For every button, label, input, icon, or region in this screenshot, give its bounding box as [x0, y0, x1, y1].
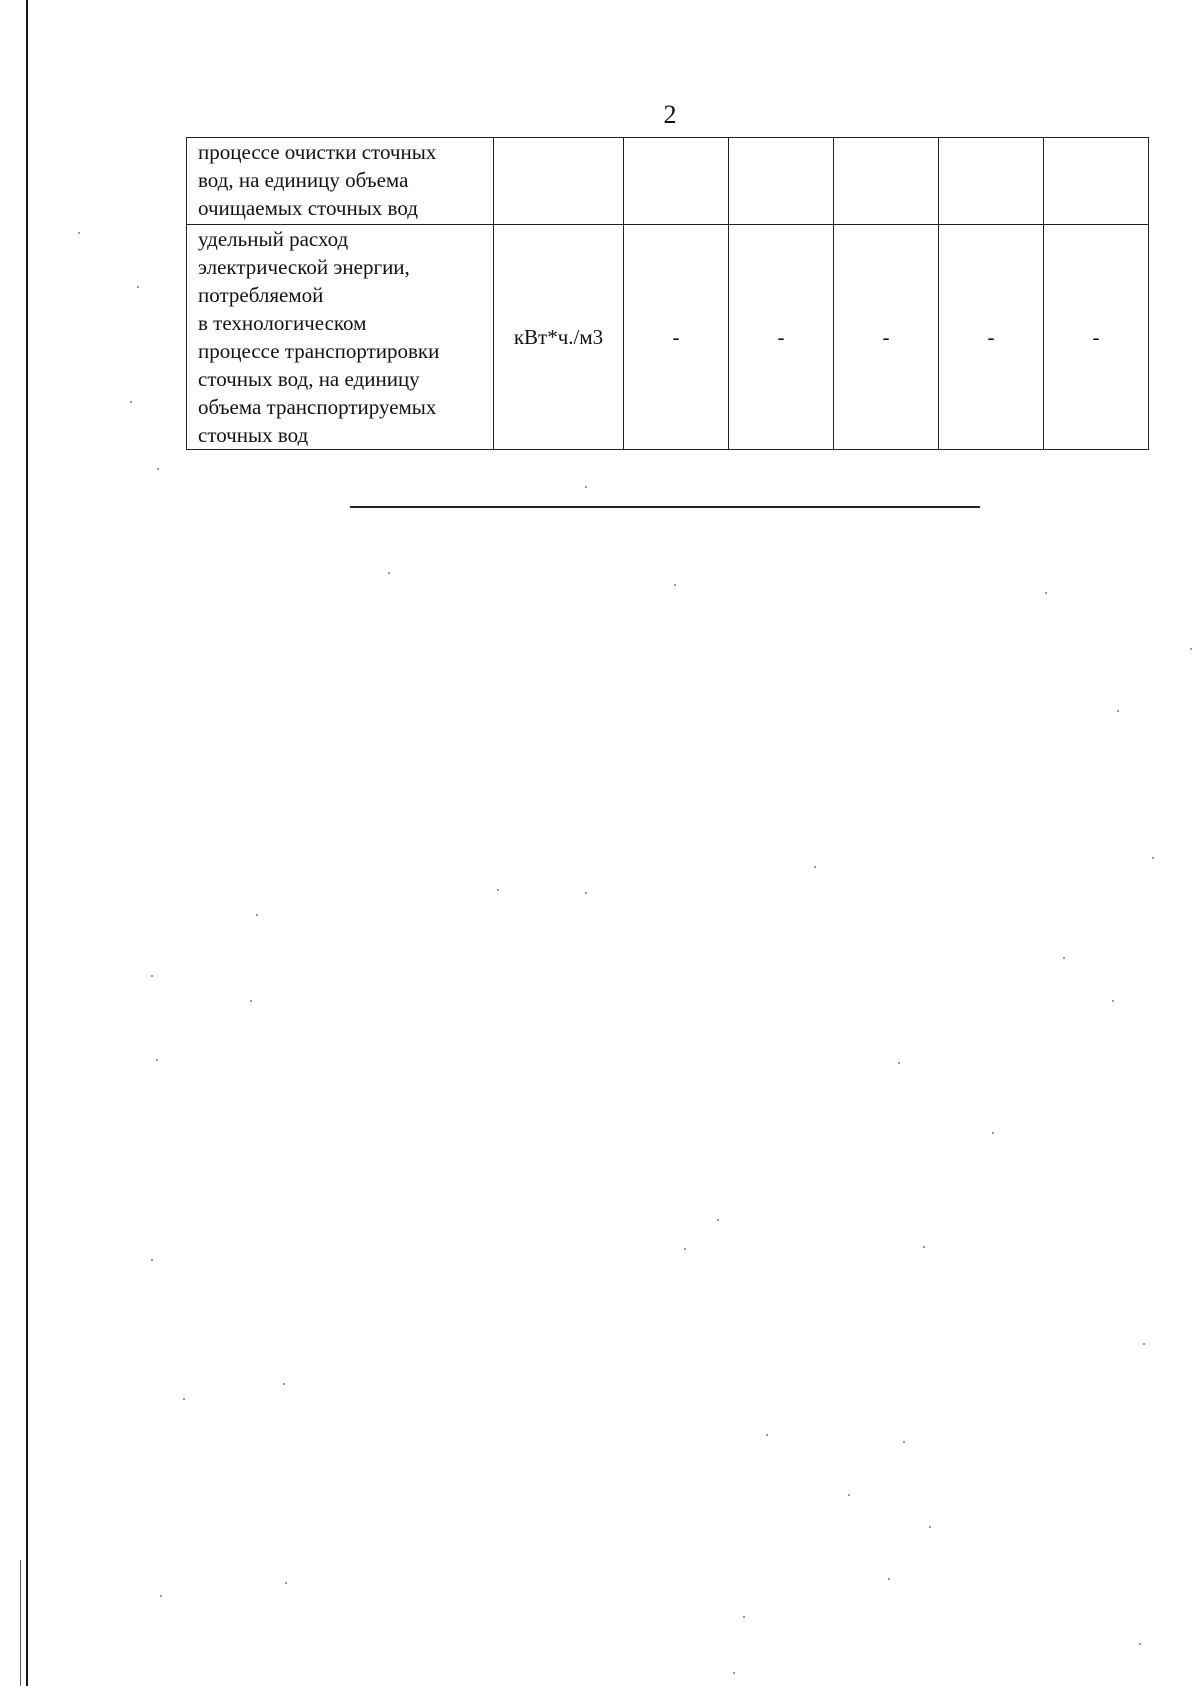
description-line: очищаемых сточных вод [198, 196, 418, 220]
scan-speck [137, 286, 139, 288]
scan-speck [848, 1494, 850, 1496]
scan-speck [1152, 857, 1154, 859]
scan-speck [903, 1441, 905, 1443]
scan-speck [130, 401, 132, 403]
scan-speck [1143, 1343, 1145, 1345]
scan-speck [684, 1248, 686, 1250]
description-line: объема транспортируемых [198, 395, 437, 419]
unit-cell [494, 138, 624, 225]
table-row [187, 138, 1149, 225]
value-cell [834, 138, 939, 225]
scan-speck [1190, 648, 1192, 650]
scan-speck [388, 572, 390, 574]
scan-speck [151, 975, 153, 977]
description-line: потребляемой [198, 283, 324, 307]
value-cell: - [834, 225, 939, 450]
table-row [187, 225, 1149, 450]
value-cell [624, 138, 729, 225]
binding-edge-line [26, 0, 28, 1686]
scan-speck [888, 1578, 890, 1580]
scan-speck [1063, 957, 1065, 959]
scan-speck [285, 1582, 287, 1584]
end-of-document-rule [350, 506, 980, 508]
scan-speck [674, 584, 676, 586]
scan-speck [923, 1246, 925, 1248]
description-line: вод, на единицу объема [198, 168, 409, 192]
scan-speck [585, 892, 587, 894]
description-line: сточных вод, на единицу [198, 367, 420, 391]
scan-speck [733, 1672, 735, 1674]
scan-speck [151, 1259, 153, 1261]
scan-speck [1112, 1000, 1114, 1002]
scan-speck [717, 1219, 719, 1221]
value-cell [939, 138, 1044, 225]
scan-speck [766, 1434, 768, 1436]
description-line: сточных вод [198, 423, 309, 447]
scan-speck [160, 1595, 162, 1597]
scan-speck [992, 1132, 994, 1134]
description-line: в технологическом [198, 311, 367, 335]
description-line: электрической энергии, [198, 255, 410, 279]
value-cell: - [939, 225, 1044, 450]
value-cell [1044, 138, 1149, 225]
value-cell: - [729, 225, 834, 450]
indicator-description-cell [187, 138, 494, 225]
page-number: 2 [663, 100, 677, 129]
scan-speck [1117, 710, 1119, 712]
value-cell: - [624, 225, 729, 450]
scan-speck [256, 914, 258, 916]
scan-speck [929, 1526, 931, 1528]
indicator-description-cell [187, 225, 494, 450]
scan-speck [743, 1616, 745, 1618]
unit-cell: кВт*ч./м3 [494, 225, 624, 450]
binding-edge-line-secondary [20, 1560, 21, 1686]
scan-speck [78, 232, 80, 234]
scan-speck [898, 1062, 900, 1064]
scan-speck [1139, 1643, 1141, 1645]
description-line: процессе транспортировки [198, 339, 440, 363]
scan-speck [1045, 592, 1047, 594]
scan-speck [183, 1398, 185, 1400]
scan-speck [156, 1059, 158, 1061]
scan-speck [157, 468, 159, 470]
value-cell [729, 138, 834, 225]
scan-speck [283, 1383, 285, 1385]
description-line: удельный расход [198, 227, 349, 251]
scan-speck [497, 889, 499, 891]
indicator-table [186, 137, 1149, 450]
value-cell: - [1044, 225, 1149, 450]
scan-speck [585, 486, 587, 488]
scan-speck [250, 1000, 252, 1002]
description-line: процессе очистки сточных [198, 140, 437, 164]
scan-speck [814, 866, 816, 868]
